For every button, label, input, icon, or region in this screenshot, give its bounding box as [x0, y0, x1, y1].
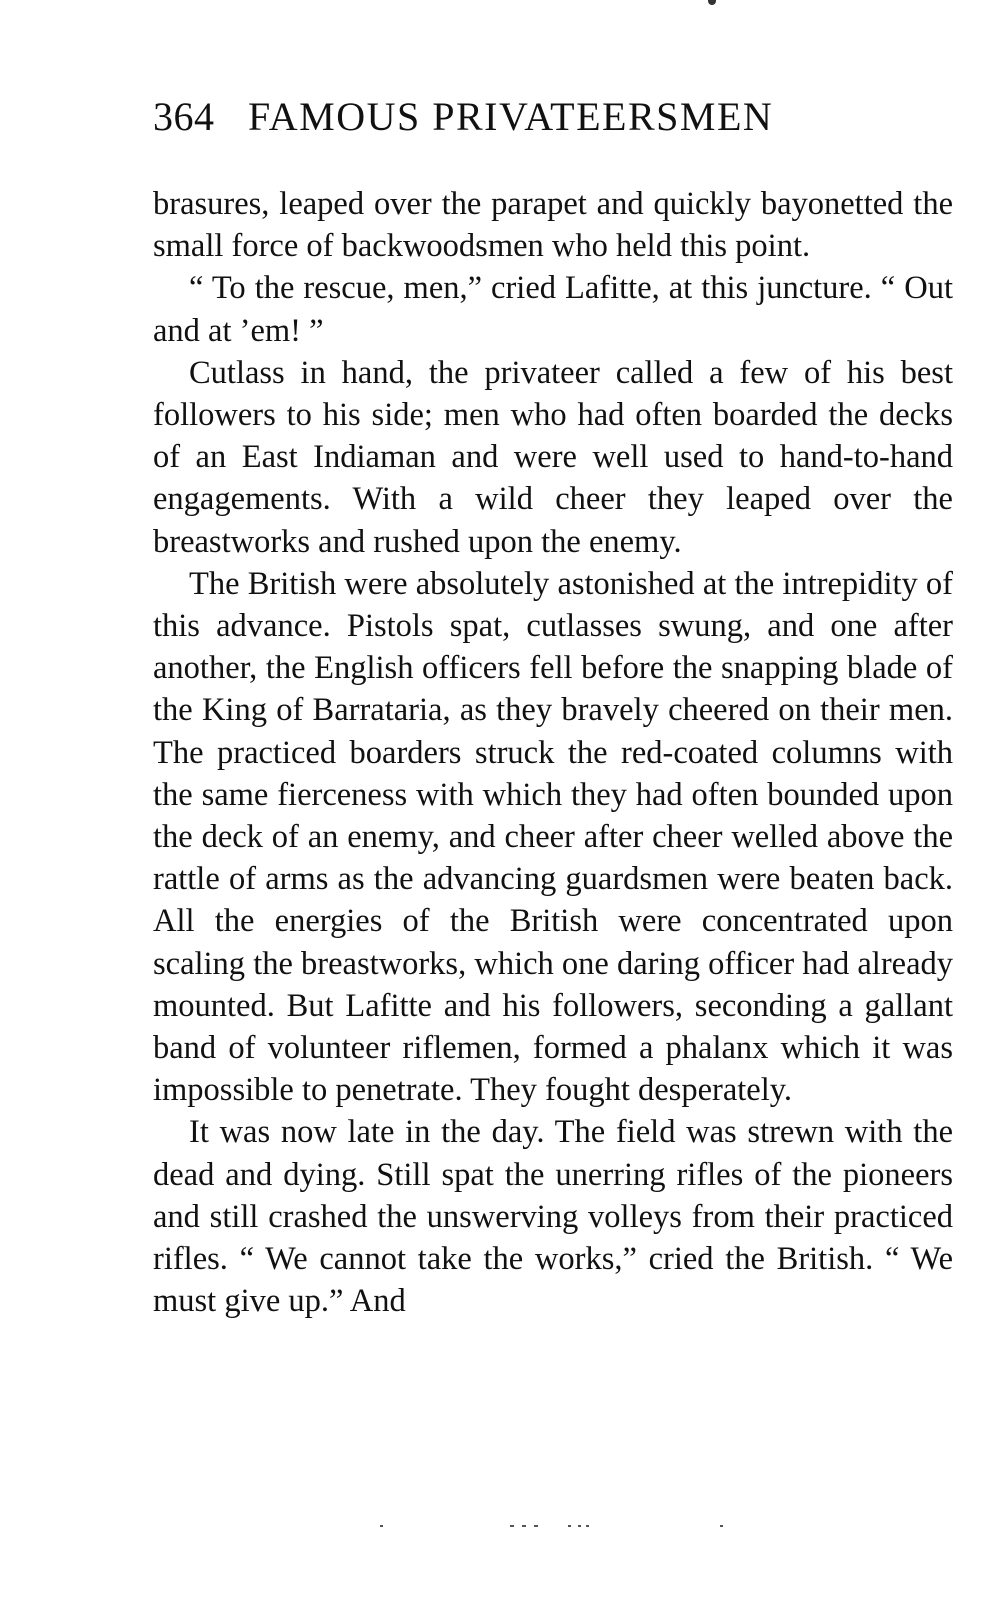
paragraph: Cutlass in hand, the privateer called a few of his best followers to his side; men who had often boarded the decks of an East Indiaman and were well used to hand-to-hand engagements. With a wild cheer they leaped over the breastworks and rushed upon the enemy.	[153, 354, 953, 560]
scan-mark	[708, 0, 716, 5]
body-text	[153, 183, 953, 1322]
paragraph: It was now late in the day. The field was strewn with the dead and dying. Still spat the unerring rifles of the pioneers and still crashed the unswerving volleys from their practiced rifles. “ We cannot take the works,” cried the British. “ We must give up.” And	[153, 1114, 953, 1320]
page-number: 364	[153, 94, 215, 139]
paragraph-continued: brasures, leaped over the parapet and quickly bayonetted the small force of backwoodsmen who held this point.	[153, 186, 953, 265]
bottom-scan-marks	[380, 1525, 740, 1529]
paragraph: “ To the rescue, men,” cried Lafitte, at this juncture. “ Out and at ’em! ”	[153, 270, 953, 349]
paragraph: The British were absolutely astonished at the intrepidity of this advance. Pistols spat, cutlasses swung, and one after another, the English officers fell before the snapping blade of the King of Barrataria, as they bravely cheered on their men. The practiced boarders struck the red-coated columns with the same fierceness with which they had often bounded upon the deck of an enemy, and cheer after cheer welled above the rattle of arms as the advancing guardsmen were beaten back. All the energies of the British were concentrated upon scaling the breastworks, which one daring officer had already mounted. But Lafitte and his followers, seconding a gallant band of volunteer riflemen, formed a phalanx which it was impossible to penetrate. They fought desperately.	[153, 565, 953, 1109]
running-title: FAMOUS PRIVATEERSMEN	[248, 94, 774, 139]
running-head	[153, 92, 943, 142]
